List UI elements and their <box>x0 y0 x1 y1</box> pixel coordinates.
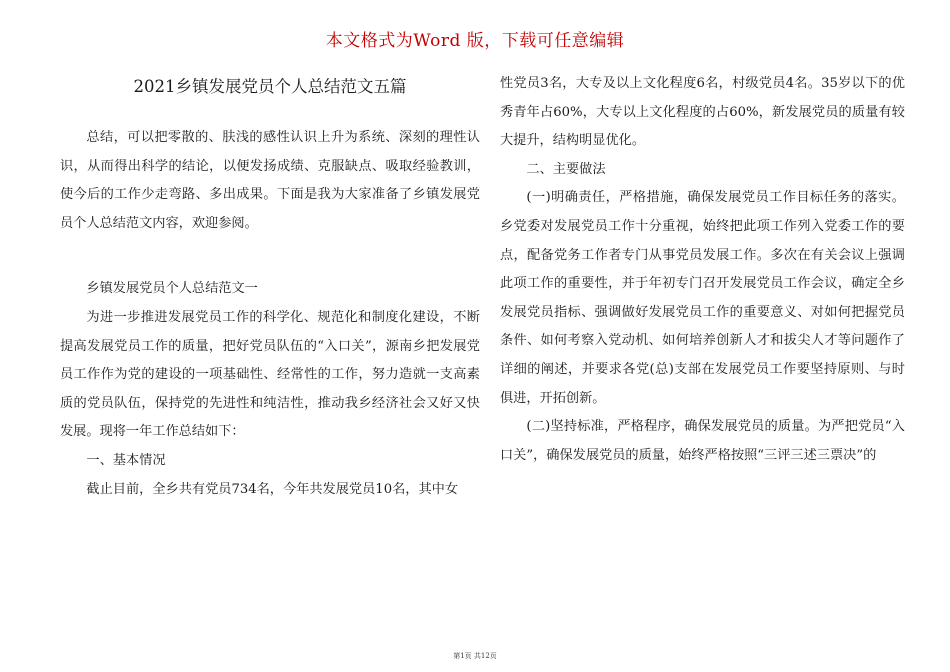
practice-one-paragraph: (一)明确责任，严格措施，确保发展党员工作目标任务的落实。乡党委对发展党员工作十分重视，始终把此项工作列入党委工作的要点，配备党务工作者专门从事党员发展工作。多次在有关会议上强调此项工作的重要性，并于年初专门召开发展党员工作会议，确定全乡发展党员指标、强调做好发展党员工作的重要意义、对如何把握党员条件、如何考察入党动机、如何培养创新人才和拔尖人才等问题作了详细的阐述，并要求各党(总)支部在发展党员工作要坚持原则、与时俱进，开拓创新。 <box>500 190 905 406</box>
intro-paragraph: 总结，可以把零散的、肤浅的感性认识上升为系统、深刻的理性认识，从而得出科学的结论，以便发扬成绩、克服缺点、吸取经验教训，使今后的工作少走弯路、多出成果。下面是我为大家准备了乡镇发展党员个人总结范文内容，欢迎参阅。 <box>60 130 480 231</box>
word-format-banner: 本文格式为Word 版，下载可任意编辑 <box>325 31 625 51</box>
basic-situation-continued: 性党员3名，大专及以上文化程度6名，村级党员4名。35岁以下的优秀青年占60%，大专以上文化程度的占60%，新发展党员的质量有较大提升，结构明显优化。 <box>500 76 905 149</box>
section-gap <box>60 238 480 275</box>
sample-one-heading: 乡镇发展党员个人总结范文一 <box>86 281 258 297</box>
right-column <box>500 70 905 470</box>
page-number: 第1页 共12页 <box>453 652 497 660</box>
practice-two-paragraph: (二)坚持标准，严格程序，确保发展党员的质量。为严把党员“入口关”，确保发展党员的质量，始终严格按照“三评三述三票决”的 <box>500 419 905 463</box>
basic-situation-heading: 一、基本情况 <box>86 452 166 468</box>
main-practices-heading: 二、主要做法 <box>526 161 606 177</box>
basic-situation-paragraph: 截止目前，全乡共有党员734名，今年共发展党员10名，其中女 <box>86 481 459 497</box>
left-column <box>60 66 480 504</box>
sample-one-paragraph: 为进一步推进发展党员工作的科学化、规范化和制度化建设，不断提高发展党员工作的质量，把好党员队伍的“入口关”，源南乡把发展党员工作作为党的建设的一项基础性、经常性的工作，努力造就一支高素质的党员队伍，保持党的先进性和纯洁性，推动我乡经济社会又好又快发展。现将一年工作总结如下： <box>60 309 480 440</box>
document-title: 2021乡镇发展党员个人总结范文五篇 <box>133 77 407 96</box>
